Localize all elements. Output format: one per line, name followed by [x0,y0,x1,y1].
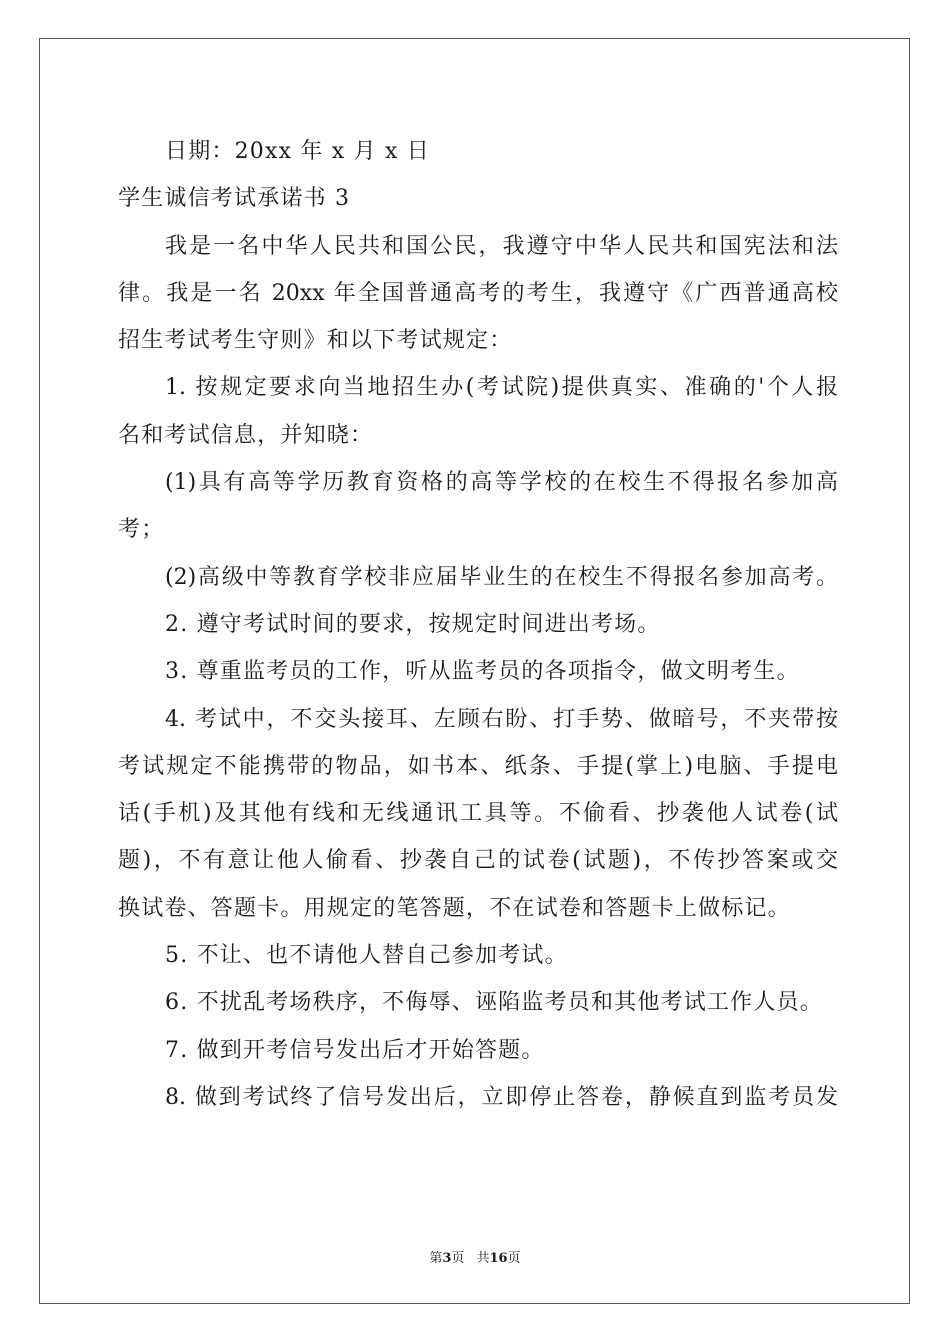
total-prefix: 共 [476,1251,490,1266]
paragraph-line: (2)高级中等教育学校非应届毕业生的在校生不得报名参加高考。 [165,564,838,590]
paragraph-line: 考； [118,517,165,543]
paragraph-line: 8. 做到考试终了信号发出后，立即停止答卷，静候直到监考员发 [165,1084,838,1110]
paragraph-line: 7. 做到开考信号发出后才开始答题。 [165,1037,545,1063]
paragraph-line: 4. 考试中，不交头接耳、左顾右盼、打手势、做暗号，不夹带按 [165,706,838,732]
page-total: 16 [489,1251,508,1266]
document-title: 学生诚信考试承诺书 3 [118,186,351,212]
paragraph-line: 2. 遵守考试时间的要求，按规定时间进出考场。 [165,611,661,637]
paragraph-line: 话(手机)及其他有线和无线通讯工具等。不偷看、抄袭他人试卷(试 [118,801,838,827]
paragraph-line: 3. 尊重监考员的工作，听从监考员的各项指令，做文明考生。 [165,659,800,685]
paragraph-line: 题)，不有意让他人偷看、抄袭自己的试卷(试题)，不传抄答案或交 [118,848,838,874]
total-suffix: 页 [507,1251,521,1266]
page-suffix: 页 [451,1251,465,1266]
paragraph-line: 换试卷、答题卡。用规定的笔答题，不在试卷和答题卡上做标记。 [118,895,791,921]
paragraph-line: 律。我是一名 20xx 年全国普通高考的考生，我遵守《广西普通高校 [118,280,838,306]
page-footer [0,1247,950,1266]
page-prefix: 第 [429,1251,443,1266]
paragraph-line: (1)具有高等学历教育资格的高等学校的在校生不得报名参加高 [165,470,838,496]
paragraph-line: 5. 不让、也不请他人替自己参加考试。 [165,943,568,969]
paragraph-line: 招生考试考生守则》和以下考试规定： [118,328,513,354]
date-line: 日期：20xx 年 x 月 x 日 [165,139,430,164]
paragraph-line: 考试规定不能携带的物品，如书本、纸条、手提(掌上)电脑、手提电 [118,753,838,779]
paragraph-line: 1. 按规定要求向当地招生办(考试院)提供真实、准确的'个人报 [165,375,838,401]
document-body [118,128,838,1121]
paragraph-line: 名和考试信息，并知晓： [118,422,374,448]
page-current: 3 [442,1251,452,1266]
paragraph-line: 我是一名中华人民共和国公民，我遵守中华人民共和国宪法和法 [165,233,838,259]
paragraph-line: 6. 不扰乱考场秩序，不侮辱、诬陷监考员和其他考试工作人员。 [165,990,823,1016]
